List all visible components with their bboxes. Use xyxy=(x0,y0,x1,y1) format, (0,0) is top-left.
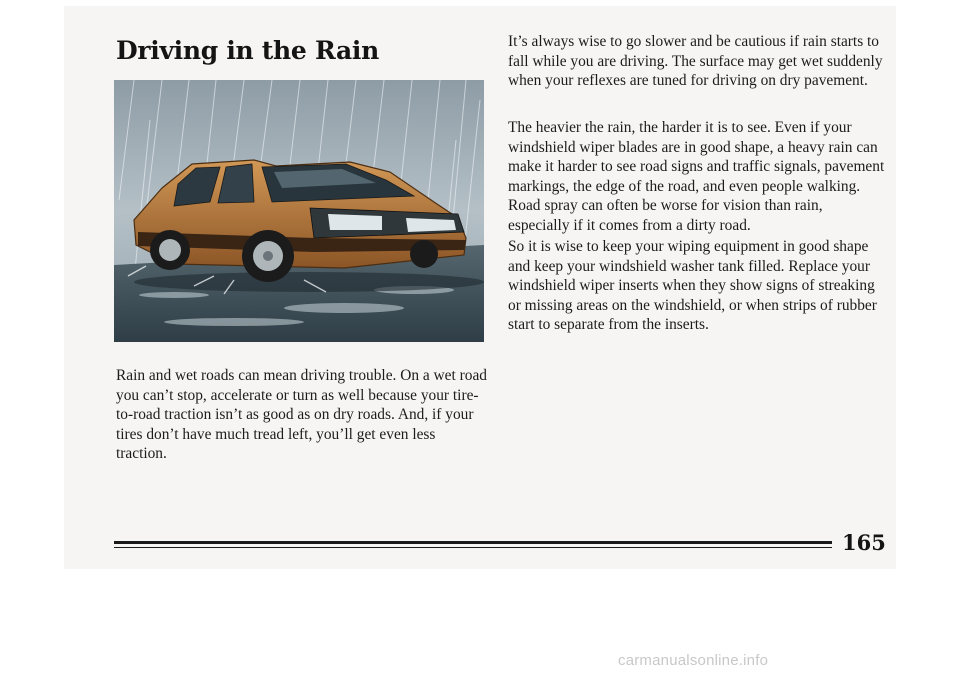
watermark-text: carmanualsonline.info xyxy=(618,652,769,669)
paragraph-left: Rain and wet roads can mean driving trouble. On a wet road you can’t stop, accelerate or turn as well because your tire-to-road traction isn’t as good as on dry roads. And, if your tires don’t have much tread left, you’ll get even less traction. xyxy=(116,367,487,463)
footer-rule-thick xyxy=(114,541,832,544)
paragraph-right-1: It’s always wise to go slower and be cautious if rain starts to fall while you are driving. The surface may get wet suddenly when your reflexes are tuned for driving on dry pavement. xyxy=(508,33,883,90)
page-number: 165 xyxy=(842,530,886,555)
footer-rule-thin xyxy=(114,547,832,548)
paragraph-right-2: The heavier the rain, the harder it is to see. Even if your windshield wiper blades are in good shape, a heavy rain can make it harder to see road signs and traffic signals, pavement markings, the edge of the road, and even people walking. Road spray can often be worse for vision than rain, especially if it comes from a dirty road. xyxy=(508,119,885,234)
page-title: Driving in the Rain xyxy=(116,36,379,65)
car-in-rain-illustration xyxy=(114,80,484,342)
paragraph-right-3: So it is wise to keep your wiping equipment in good shape and keep your windshield washer tank filled. Replace your windshield wiper inserts when they show signs of streaking or missing areas on the windshield, or when strips of rubber start to separate from the inserts. xyxy=(508,238,877,334)
